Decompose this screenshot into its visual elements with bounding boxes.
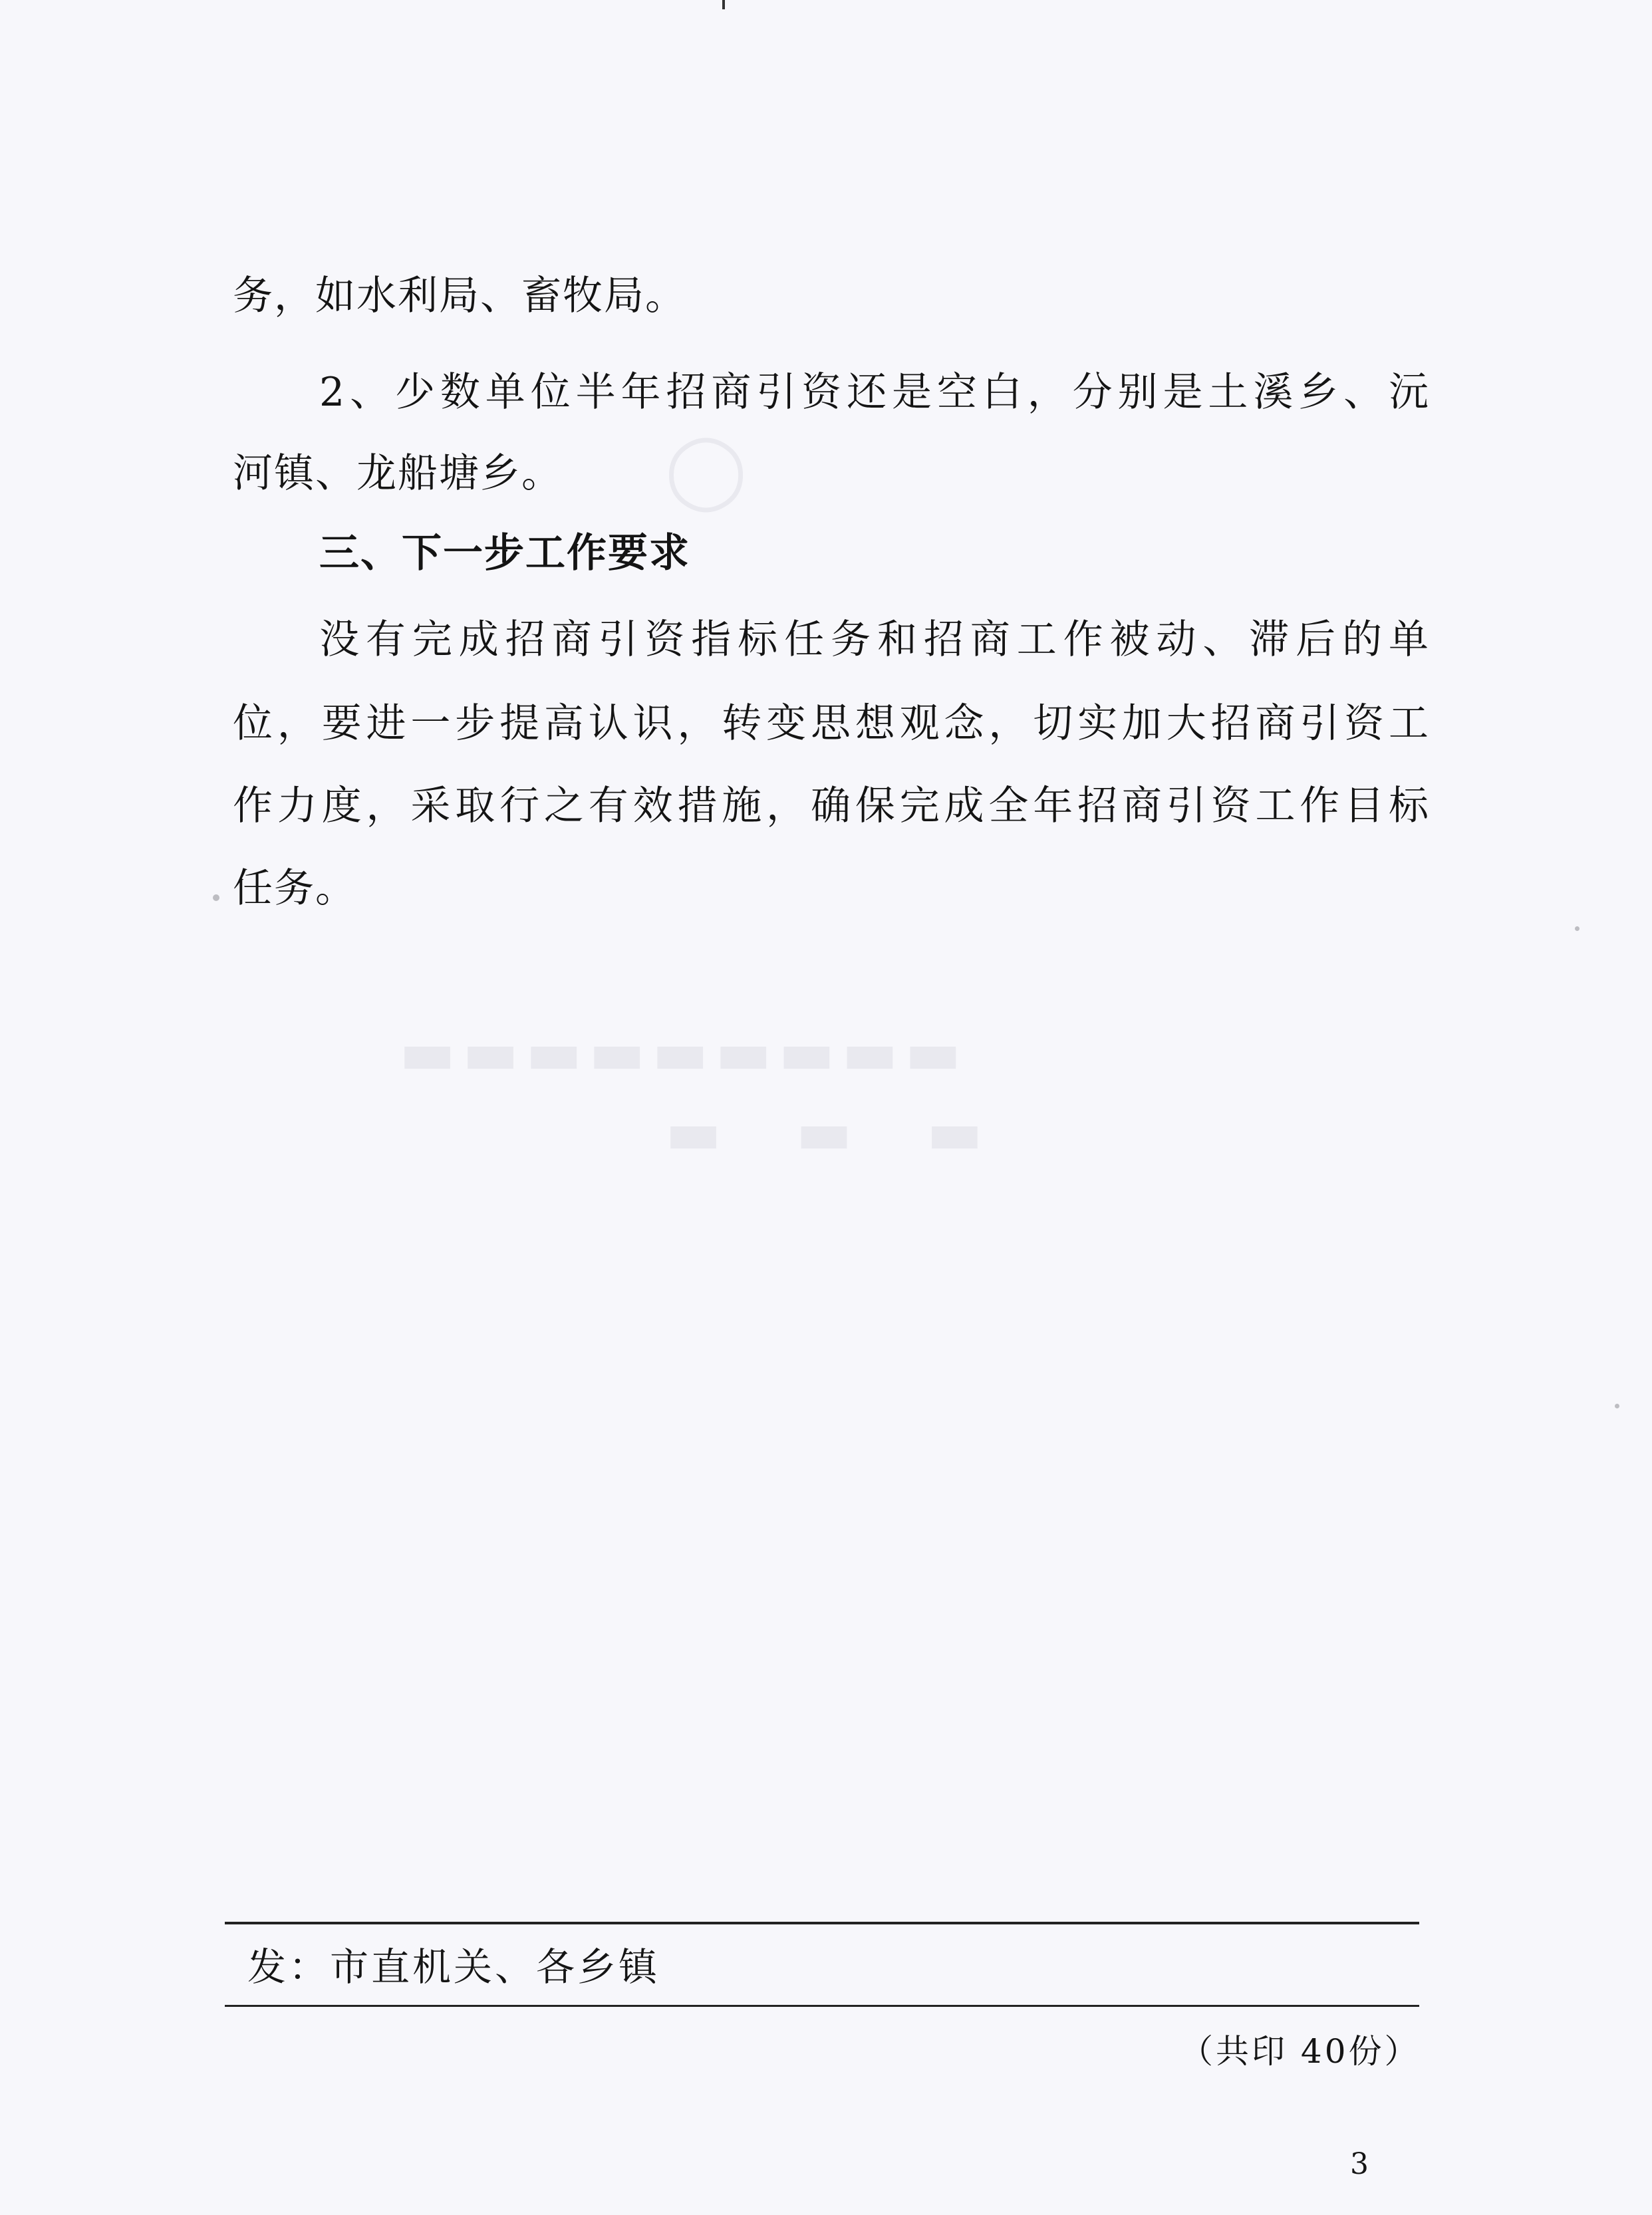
scan-speck bbox=[213, 894, 219, 901]
scan-mark bbox=[722, 0, 725, 9]
body-text-line: 作力度，采取行之有效措施，确保完成全年招商引资工作目标 bbox=[233, 783, 1430, 829]
scan-speck bbox=[1575, 926, 1580, 931]
bleed-through-shadow: ▬ ▬ ▬ bbox=[665, 1097, 1010, 1168]
distribution-list: 发：市直机关、各乡镇 bbox=[247, 1944, 660, 1990]
body-text-line: 河镇、龙船塘乡。 bbox=[233, 450, 563, 497]
section-heading: 三、下一步工作要求 bbox=[319, 530, 690, 577]
distribution-bottom-rule bbox=[225, 2005, 1419, 2007]
bleed-through-shadow: ▬▬▬▬▬▬▬▬▬ bbox=[399, 1017, 968, 1088]
body-text-line: 没有完成招商引资指标任务和招商工作被动、滞后的单 bbox=[319, 616, 1430, 663]
body-text-line: 位，要进一步提高认识，转变思想观念，切实加大招商引资工 bbox=[233, 700, 1430, 747]
body-text-line: 2、少数单位半年招商引资还是空白，分别是土溪乡、沅 bbox=[319, 369, 1430, 416]
distribution-top-rule bbox=[225, 1922, 1419, 1924]
body-text-line: 务，如水利局、畜牧局。 bbox=[233, 273, 686, 319]
print-copies-note: （共印 40份） bbox=[1180, 2032, 1421, 2071]
bleed-through-shadow: ◯ bbox=[665, 426, 748, 511]
page-number: 3 bbox=[1350, 2147, 1369, 2181]
body-text-line: 任务。 bbox=[233, 865, 356, 912]
scan-speck bbox=[1615, 1404, 1619, 1408]
